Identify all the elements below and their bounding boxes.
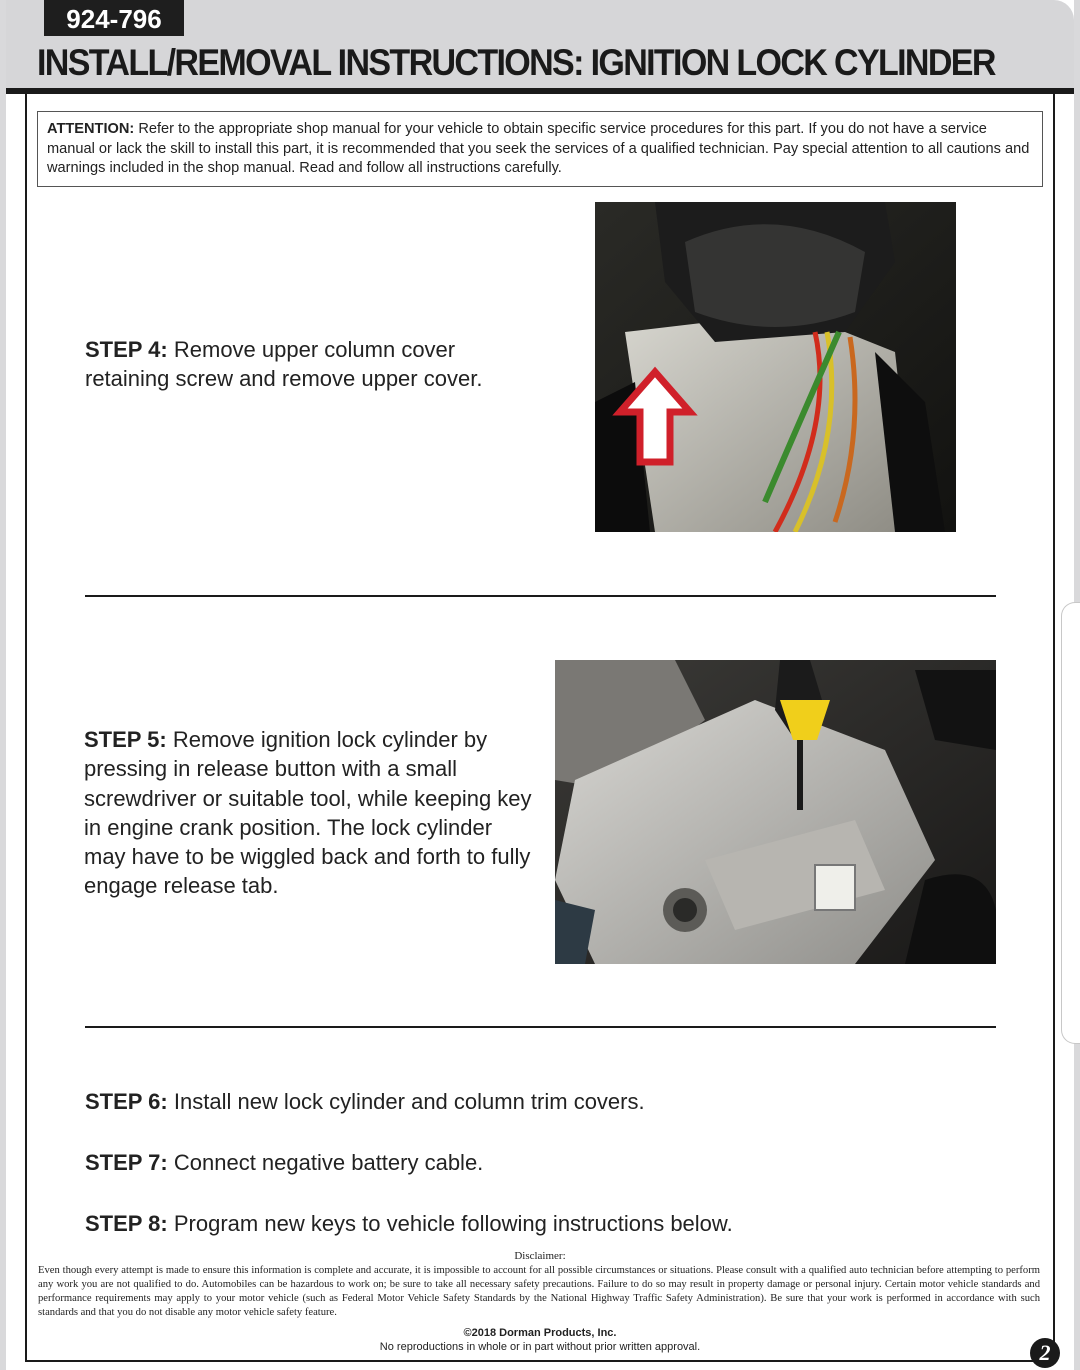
side-tab bbox=[1061, 602, 1080, 1044]
document-title: INSTALL/REMOVAL INSTRUCTIONS: IGNITION LOCK CYLINDER bbox=[37, 42, 995, 83]
step-4-photo bbox=[595, 202, 956, 532]
attention-text: Refer to the appropriate shop manual for your vehicle to obtain specific service procedures for this part. If you do not have a service manual or lack the skill to install this part, it is recommended that you seek the services of a qualified technician. Pay special attention to all cautions and warnings included in the shop manual. Read and follow all instructions carefully. bbox=[47, 121, 1030, 176]
instruction-page bbox=[6, 0, 1074, 1370]
step-8-label: STEP 8: bbox=[85, 1211, 168, 1236]
step-8-text: Program new keys to vehicle following instructions below. bbox=[173, 1211, 733, 1236]
step-8 bbox=[85, 1209, 985, 1238]
attention-box bbox=[37, 111, 1043, 187]
step-7-label: STEP 7: bbox=[85, 1150, 168, 1175]
page-number-badge: 2 bbox=[1030, 1338, 1060, 1368]
step-4-text: Remove upper column cover retaining screw and remove upper cover. bbox=[85, 337, 483, 392]
step-6 bbox=[85, 1087, 985, 1116]
step-5-text: Remove ignition lock cylinder by pressing in release button with a small screwdriver or suitable tool, while keeping key in engine crank position. The lock cylinder may have to be wiggled back and forth to fully engage release tab. bbox=[84, 727, 532, 899]
attention-label: ATTENTION: bbox=[47, 121, 135, 137]
disclaimer-text: Even though every attempt is made to ensure this information is complete and accurate, it is impossible to account for all possible circumstances or situations. Please consult with a qualified auto technician before attempting to perform any work you are not qualified to do. Automobiles can be hazardous to work on; be sure to take all necessary safety precautions. Failure to do so may result in property damage or personal injury. Certain motor vehicle standards and performance requirements may apply to your motor vehicle (such as Federal Motor Vehicle Safety Standards by the National Highway Traffic Safety Administration). Be sure that your work is performed in accordance with such standards and that you do not disable any motor vehicle safety feature. bbox=[38, 1265, 1040, 1318]
step-5 bbox=[84, 725, 534, 901]
section-divider-1 bbox=[85, 595, 996, 597]
disclaimer-title: Disclaimer: bbox=[514, 1250, 566, 1262]
copyright: ©2018 Dorman Products, Inc. bbox=[463, 1327, 617, 1339]
step-5-label: STEP 5: bbox=[84, 727, 167, 752]
section-divider-2 bbox=[85, 1026, 996, 1028]
step-5-photo bbox=[555, 660, 996, 964]
step-6-text: Install new lock cylinder and column trim covers. bbox=[173, 1089, 645, 1114]
step-6-label: STEP 6: bbox=[85, 1089, 168, 1114]
step-4 bbox=[85, 335, 525, 394]
step-4-label: STEP 4: bbox=[85, 337, 168, 362]
part-number-tab: 924-796 bbox=[44, 0, 184, 36]
step-7 bbox=[85, 1148, 985, 1177]
reproduction-notice: No reproductions in whole or in part without prior written approval. bbox=[379, 1341, 701, 1353]
step-7-text: Connect negative battery cable. bbox=[173, 1150, 484, 1175]
